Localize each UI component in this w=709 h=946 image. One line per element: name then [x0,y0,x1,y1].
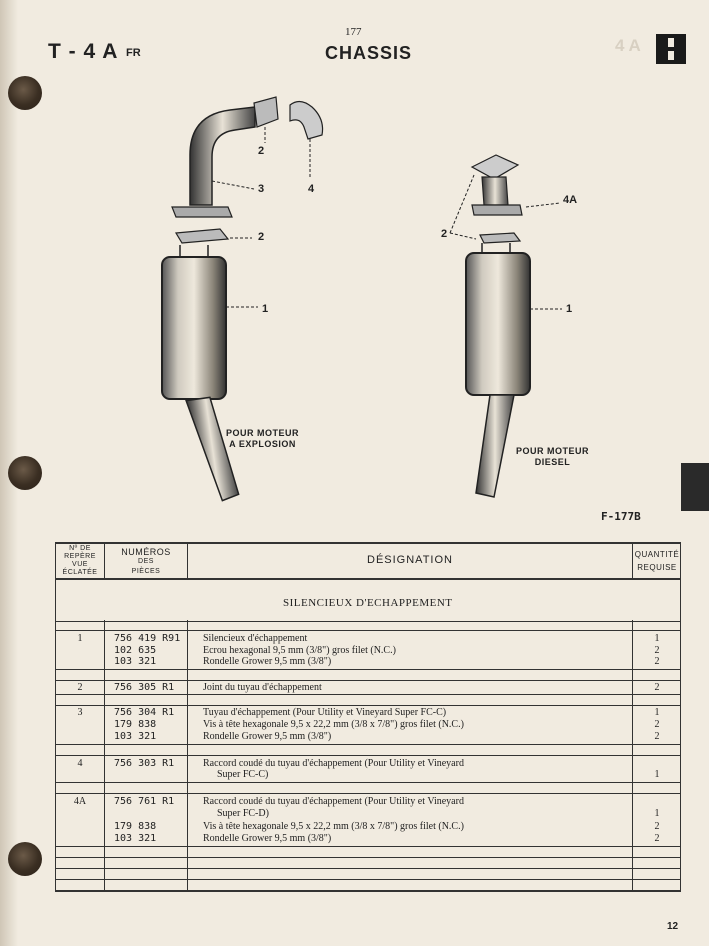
elbow-part-4 [290,101,323,139]
section-title: SILENCIEUX D'ECHAPPEMENT [283,597,453,609]
figure-reference: F-177B [601,510,641,523]
caption-right-line: POUR MOTEUR [516,446,589,456]
cell-quantity: 2 [654,821,660,832]
cell-part-number: 102 635 [114,645,157,656]
cell-quantity: 2 [654,656,660,667]
cell-designation: Rondelle Grower 9,5 mm (3/8") [203,656,332,667]
callout-right-1: 1 [566,303,573,315]
header-designation: DÉSIGNATION [367,554,453,566]
cell-designation: Super FC-C) [217,769,269,780]
cell-part-number: 103 321 [114,731,157,742]
cell-designation: Raccord coudé du tuyau d'échappement (Pour Utility et Vineyard [203,796,464,807]
cell-ref: 2 [77,682,83,693]
language-code: FR [126,47,141,59]
cell-ref: 4A [73,796,87,807]
callout-left-2-bottom: 2 [258,231,265,243]
page-title: CHASSIS [325,43,413,63]
header-numbers-line: NUMÉROS [121,547,171,557]
cell-ref: 1 [77,633,83,644]
cell-quantity: 2 [654,833,660,844]
callout-left-3: 3 [258,183,265,195]
binder-hole [8,76,42,110]
ih-logo-icon [656,34,686,64]
section-tab-marker [681,463,709,511]
cell-quantity: 1 [654,769,660,780]
cell-designation: Rondelle Grower 9,5 mm (3/8") [203,731,332,742]
cell-ref: 3 [77,707,83,718]
header-qty-line: QUANTITÉ [634,550,680,559]
callout-left-2-top: 2 [258,145,265,157]
cell-designation: Joint du tuyau d'échappement [203,682,322,693]
header-ref-line: VUE [72,561,88,568]
cell-quantity: 2 [654,731,660,742]
cell-designation: Vis à tête hexagonale 9,5 x 22,2 mm (3/8 x 7/8") gros filet (N.C.) [203,821,464,832]
callout-right-4A: 4A [563,194,578,206]
callout-right-2: 2 [441,228,448,240]
binder-hole [8,842,42,876]
cell-designation: Super FC-D) [217,808,269,819]
binder-hole [8,456,42,490]
header-ref-line: REPÈRE [64,553,96,560]
cell-part-number: 756 305 R1 [114,682,175,693]
caption-right-line: DIESEL [534,457,571,467]
cell-quantity: 1 [654,707,660,718]
gasket-part-2b [176,229,228,243]
cell-designation: Tuyau d'échappement (Pour Utility et Vineyard Super FC-C) [203,707,447,718]
cell-ref: 4 [77,758,83,769]
header-quantity [633,548,681,574]
cell-designation: Rondelle Grower 9,5 mm (3/8") [203,833,332,844]
page-marker: 12 [667,921,679,932]
exhaust-pipe-part-3 [190,107,255,205]
header-qty-line: REQUISE [637,563,677,572]
cell-part-number: 179 838 [114,719,157,730]
cell-part-number: 179 838 [114,821,157,832]
cell-part-number: 756 303 R1 [114,758,175,769]
caption-left-line: POUR MOTEUR [226,428,299,438]
cell-part-number: 756 304 R1 [114,707,175,718]
bleed-through-text: 4 A [615,36,641,55]
cell-part-number: 756 761 R1 [114,796,175,807]
cell-designation: Ecrou hexagonal 9,5 mm (3/8") gros filet (N.C.) [203,645,396,656]
cell-quantity: 1 [654,633,660,644]
gasket-part-2-right [480,233,520,243]
cell-designation: Raccord coudé du tuyau d'échappement (Pour Utility et Vineyard [203,758,464,769]
cell-designation: Silencieux d'échappement [203,633,308,644]
caption-right [516,446,589,468]
header-ref-line: Nº DE [69,545,91,552]
callout-left-1: 1 [262,303,269,315]
header-numbers-line: PIÈCES [131,568,161,575]
header-ref [56,545,104,577]
cell-quantity: 2 [654,719,660,730]
cell-part-number: 756 419 R91 [114,633,181,644]
brand-logo [656,34,686,64]
muffler-part-1 [162,257,226,399]
cell-quantity: 1 [654,808,660,819]
gasket-part-2 [254,97,278,127]
elbow-part-4A [482,177,508,205]
cell-designation: Vis à tête hexagonale 9,5 x 22,2 mm (3/8 x 7/8") gros filet (N.C.) [203,719,464,730]
caption-left-line: A EXPLOSION [229,439,296,449]
cell-part-number: 103 321 [114,833,157,844]
muffler-part-1-right [466,253,530,395]
caption-left [226,428,299,450]
callout-left-4: 4 [308,183,315,195]
header-numbers-line: DES [138,558,154,565]
cell-part-number: 103 321 [114,656,157,667]
cell-quantity: 2 [654,645,660,656]
page-number: 177 [345,26,362,38]
section-code: T - 4 A [48,40,119,63]
cell-quantity: 2 [654,682,660,693]
header-ref-line: ÉCLATÉE [62,569,98,576]
header-part-numbers [105,547,187,577]
